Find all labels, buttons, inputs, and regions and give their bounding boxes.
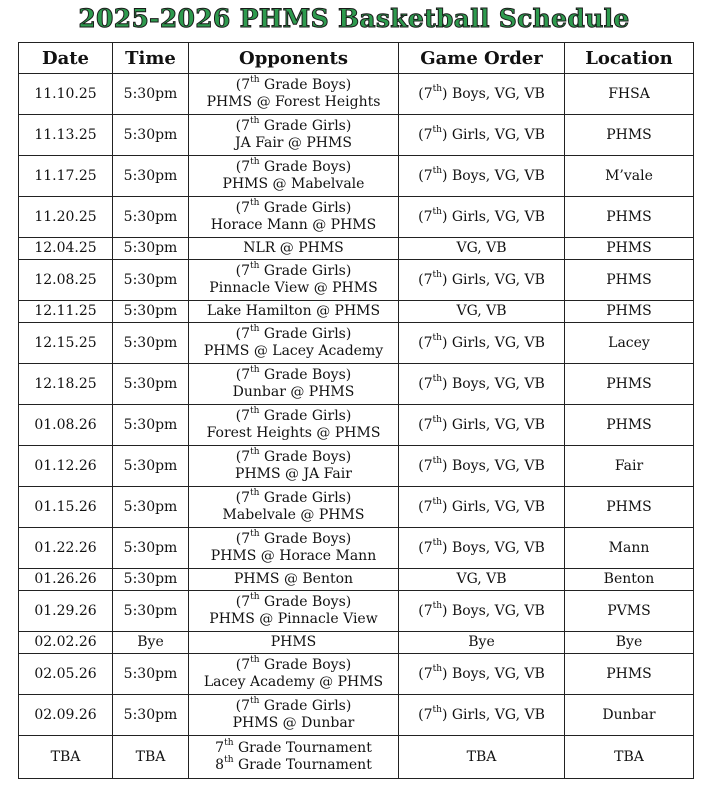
location-cell: PHMS [565,238,694,260]
team-label: Grade Boys [264,159,346,175]
tournament-line [189,740,398,757]
grade-number: 7 [241,698,251,714]
schedule-row [19,74,694,115]
schedule-table [18,42,694,779]
date-cell: 12.15.25 [19,323,113,364]
grade-suffix: th [432,537,443,548]
header-opponents: Opponents [189,43,399,74]
game-order-cell [399,736,565,779]
opponents-cell [189,197,399,238]
tournament-line [189,757,398,774]
grade-suffix: th [432,269,442,280]
location-cell: M’vale [565,156,694,197]
date-cell: 02.09.26 [19,695,113,736]
grade-suffix: th [250,447,260,458]
game-order-cell [399,632,565,654]
game-order-text: Girls, VG, VB [451,706,545,723]
grade-suffix: th [250,529,260,540]
date-cell: TBA [19,736,113,779]
location-cell: Bye [565,632,694,654]
team-label: Grade Boys [264,531,346,547]
matchup-line: Forest Heights @ PHMS [206,425,381,441]
grade-suffix: th [250,592,260,603]
grade-suffix: th [432,496,442,507]
game-order-cell [399,569,565,591]
opponents-cell [189,569,399,591]
date-cell: 01.26.26 [19,569,113,591]
schedule-row [19,405,694,446]
date-cell: 01.22.26 [19,528,113,569]
matchup-line: PHMS @ Dunbar [232,715,355,731]
game-order-cell: (7th) Girls, VG, VB [399,405,565,446]
game-order-cell: (7th) Boys, VG, VB [399,364,565,405]
header-game-order: Game Order [399,43,565,74]
header-time: Time [113,43,189,74]
matchup-line: Dunbar @ PHMS [232,384,355,400]
team-line: (7th Grade Girls) [235,696,352,714]
time-cell: 5:30pm [113,695,189,736]
time-cell: 5:30pm [113,405,189,446]
time-cell: 5:30pm [113,260,189,301]
grade-number: 7 [241,326,251,342]
matchup-line: Lacey Academy @ PHMS [203,674,384,690]
schedule-row [19,323,694,364]
opponents-cell [189,156,399,197]
header-row [19,43,694,74]
location-cell: PVMS [565,591,694,632]
matchup-line: PHMS @ Horace Mann [210,548,377,564]
grade-number: 7 [423,602,433,619]
grade-suffix: th [224,755,234,766]
schedule-row [19,238,694,260]
tournament-name: Grade Tournament [237,740,372,756]
game-order-cell: (7th) Boys, VG, VB [399,591,565,632]
game-order-cell: (7th) Boys, VG, VB [399,654,565,695]
game-order-text: VG, VB [456,571,507,587]
team-label: Grade Boys [264,657,346,673]
grade-number: 7 [423,457,433,474]
team-line: (7th Grade Boys) [235,592,352,610]
matchup-line: Mabelvale @ PHMS [222,507,365,523]
schedule-row [19,156,694,197]
grade-suffix: th [432,600,443,611]
grade-number: 7 [423,208,433,225]
grade-suffix: th [432,704,442,715]
game-order-cell: (7th) Boys, VG, VB [399,156,565,197]
header-location: Location [565,43,694,74]
tournament-name: Grade Tournament [237,757,372,773]
grade-number: 7 [241,200,251,216]
grade-suffix: th [250,75,260,86]
time-cell: 5:30pm [113,323,189,364]
grade-suffix: th [250,488,260,499]
game-order-text: Boys, VG, VB [451,167,545,184]
matchup-line: PHMS @ Mabelvale [222,176,365,192]
opponents-cell [189,632,399,654]
team-label: Grade Boys [264,594,346,610]
opponents-cell [189,528,399,569]
game-order-cell: (7th) Boys, VG, VB [399,74,565,115]
date-cell: 11.13.25 [19,115,113,156]
schedule-row [19,569,694,591]
location-cell: TBA [565,736,694,779]
grade-number: 7 [423,498,433,515]
grade-number: 7 [423,375,433,392]
time-cell: 5:30pm [113,238,189,260]
opponents-cell [189,591,399,632]
grade-suffix: th [250,261,260,272]
grade-number: 7 [241,657,251,673]
grade-number: 7 [241,77,251,93]
schedule-row [19,301,694,323]
opponents-cell [189,260,399,301]
grade-number: 7 [241,263,251,279]
schedule-row [19,487,694,528]
grade-suffix: th [250,365,260,376]
grade-number: 7 [241,449,251,465]
grade-number: 7 [423,126,433,143]
schedule-row [19,632,694,654]
game-order-cell: (7th) Girls, VG, VB [399,260,565,301]
game-order-text: Girls, VG, VB [451,498,545,515]
team-label: Grade Boys [264,367,346,383]
opponents-cell [189,736,399,779]
grade-number: 7 [423,706,433,723]
grade-number: 7 [241,118,251,134]
location-cell: PHMS [565,654,694,695]
game-order-text: Girls, VG, VB [451,126,545,143]
game-order-text: Girls, VG, VB [451,416,545,433]
grade-number: 7 [241,159,251,175]
grade-suffix: th [250,157,260,168]
schedule-body [19,74,694,779]
date-cell: 02.02.26 [19,632,113,654]
game-order-text: Girls, VG, VB [451,334,545,351]
time-cell: 5:30pm [113,197,189,238]
matchup-line: PHMS @ Lacey Academy [203,343,384,359]
team-line: (7th Grade Girls) [235,488,352,506]
game-order-text: TBA [466,748,497,765]
game-order-cell: (7th) Girls, VG, VB [399,695,565,736]
date-cell: 01.12.26 [19,446,113,487]
grade-suffix: th [432,206,442,217]
team-label: Grade Girls [263,490,346,506]
grade-number: 7 [423,167,433,184]
location-cell: PHMS [565,364,694,405]
opponents-cell [189,364,399,405]
game-order-text: Boys, VG, VB [451,665,545,682]
location-cell: Lacey [565,323,694,364]
time-cell: 5:30pm [113,301,189,323]
time-cell: 5:30pm [113,654,189,695]
grade-suffix: th [250,324,260,335]
time-cell: Bye [113,632,189,654]
schedule-row [19,654,694,695]
game-order-text: VG, VB [456,303,507,319]
grade-suffix: th [250,406,260,417]
date-cell: 12.18.25 [19,364,113,405]
team-line: (7th Grade Boys) [235,529,352,547]
grade-suffix: th [432,663,443,674]
matchup-line: Pinnacle View @ PHMS [209,280,378,296]
location-cell: FHSA [565,74,694,115]
schedule-row [19,197,694,238]
date-cell: 01.08.26 [19,405,113,446]
game-order-cell [399,301,565,323]
team-line: (7th Grade Girls) [235,261,352,279]
opponents-cell [189,654,399,695]
team-line: (7th Grade Boys) [235,75,352,93]
grade-number: 8 [215,757,225,773]
location-cell: PHMS [565,260,694,301]
game-order-cell: (7th) Girls, VG, VB [399,197,565,238]
time-cell: 5:30pm [113,115,189,156]
grade-suffix: th [432,332,442,343]
matchup-line: JA Fair @ PHMS [235,135,352,151]
date-cell: 02.05.26 [19,654,113,695]
grade-number: 7 [215,740,225,756]
opponents-cell [189,238,399,260]
team-line: (7th Grade Girls) [235,406,352,424]
grade-suffix: th [250,198,260,209]
team-label: Grade Girls [263,408,346,424]
date-cell: 12.04.25 [19,238,113,260]
game-order-text: Boys, VG, VB [451,602,545,619]
grade-suffix: th [432,124,442,135]
game-order-cell: (7th) Girls, VG, VB [399,487,565,528]
schedule-row [19,736,694,779]
grade-number: 7 [423,334,433,351]
team-label: Grade Girls [263,326,346,342]
grade-number: 7 [423,416,433,433]
game-order-text: Girls, VG, VB [451,208,545,225]
date-cell: 01.15.26 [19,487,113,528]
grade-suffix: th [250,116,260,127]
grade-suffix: th [432,455,443,466]
grade-number: 7 [241,594,251,610]
matchup-line: PHMS @ Benton [233,571,354,587]
grade-suffix: th [432,83,443,94]
time-cell: 5:30pm [113,591,189,632]
grade-number: 7 [423,665,433,682]
team-line: (7th Grade Boys) [235,157,352,175]
team-line: (7th Grade Girls) [235,116,352,134]
team-label: Grade Boys [264,77,346,93]
time-cell: 5:30pm [113,528,189,569]
opponents-cell [189,446,399,487]
game-order-text: Bye [468,634,495,650]
matchup-line: NLR @ PHMS [243,240,344,256]
page-title: 2025-2026 PHMS Basketball Schedule [78,4,630,33]
time-cell: 5:30pm [113,364,189,405]
grade-suffix: th [250,696,260,707]
time-cell: 5:30pm [113,487,189,528]
grade-suffix: th [224,738,234,749]
game-order-cell: (7th) Girls, VG, VB [399,115,565,156]
schedule-row [19,115,694,156]
game-order-text: Boys, VG, VB [451,457,545,474]
team-line: (7th Grade Girls) [235,324,352,342]
matchup-line: PHMS [270,634,317,650]
team-line: (7th Grade Boys) [235,365,352,383]
team-line: (7th Grade Boys) [235,655,352,673]
location-cell: Benton [565,569,694,591]
schedule-row [19,446,694,487]
opponents-cell [189,405,399,446]
opponents-cell [189,74,399,115]
date-cell: 11.20.25 [19,197,113,238]
matchup-line: PHMS @ JA Fair [235,466,352,482]
location-cell: Mann [565,528,694,569]
game-order-cell: (7th) Boys, VG, VB [399,528,565,569]
schedule-row [19,364,694,405]
location-cell: PHMS [565,197,694,238]
team-line: (7th Grade Boys) [235,447,352,465]
schedule-row [19,591,694,632]
location-cell: Dunbar [565,695,694,736]
game-order-text: Boys, VG, VB [451,539,545,556]
location-cell: Fair [565,446,694,487]
grade-number: 7 [423,85,433,102]
matchup-line: Horace Mann @ PHMS [210,217,377,233]
team-label: Grade Boys [264,449,346,465]
team-line: (7th Grade Girls) [235,198,352,216]
date-cell: 12.08.25 [19,260,113,301]
location-cell: PHMS [565,115,694,156]
game-order-text: Boys, VG, VB [451,85,545,102]
grade-number: 7 [241,408,251,424]
grade-suffix: th [432,414,442,425]
location-cell: PHMS [565,405,694,446]
date-cell: 11.10.25 [19,74,113,115]
time-cell: 5:30pm [113,446,189,487]
date-cell: 12.11.25 [19,301,113,323]
time-cell: 5:30pm [113,74,189,115]
location-cell: PHMS [565,487,694,528]
matchup-line: PHMS @ Forest Heights [206,94,381,110]
header-date: Date [19,43,113,74]
game-order-cell [399,238,565,260]
game-order-text: Girls, VG, VB [451,271,545,288]
grade-suffix: th [432,373,443,384]
time-cell: 5:30pm [113,156,189,197]
grade-number: 7 [423,539,433,556]
schedule-row [19,695,694,736]
opponents-cell [189,115,399,156]
team-label: Grade Girls [263,118,346,134]
matchup-line: PHMS @ Pinnacle View [209,611,378,627]
team-label: Grade Girls [263,698,346,714]
schedule-row [19,260,694,301]
grade-suffix: th [250,655,260,666]
schedule-row [19,528,694,569]
game-order-text: Boys, VG, VB [451,375,545,392]
location-cell: PHMS [565,301,694,323]
grade-number: 7 [241,490,251,506]
time-cell: 5:30pm [113,569,189,591]
grade-suffix: th [432,165,443,176]
team-label: Grade Girls [263,200,346,216]
grade-number: 7 [241,531,251,547]
opponents-cell [189,695,399,736]
grade-number: 7 [423,271,433,288]
opponents-cell [189,323,399,364]
opponents-cell [189,301,399,323]
game-order-cell: (7th) Girls, VG, VB [399,323,565,364]
opponents-cell [189,487,399,528]
matchup-line: Lake Hamilton @ PHMS [206,303,381,319]
time-cell: TBA [113,736,189,779]
team-label: Grade Girls [263,263,346,279]
date-cell: 11.17.25 [19,156,113,197]
grade-number: 7 [241,367,251,383]
game-order-cell: (7th) Boys, VG, VB [399,446,565,487]
date-cell: 01.29.26 [19,591,113,632]
game-order-text: VG, VB [456,240,507,256]
